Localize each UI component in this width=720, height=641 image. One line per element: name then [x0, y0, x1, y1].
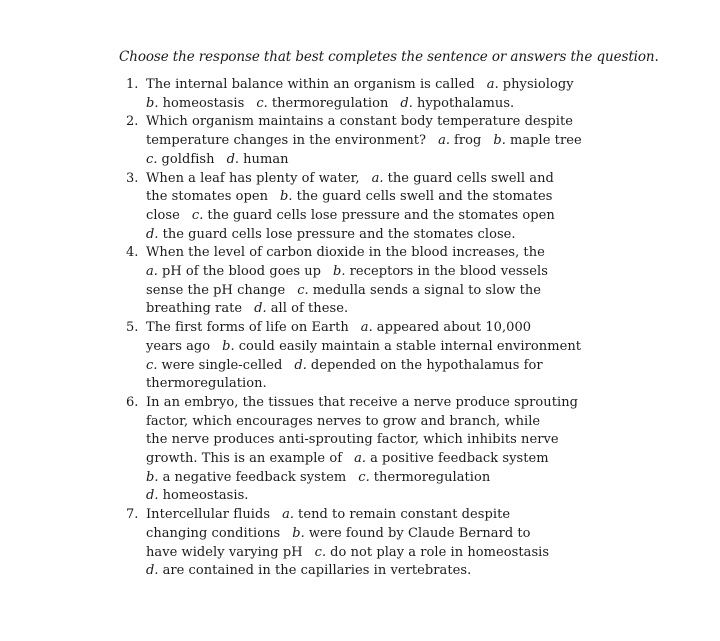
question-line [146, 469, 579, 488]
option-letter: b. [146, 469, 159, 485]
question-number: 7. [126, 507, 139, 523]
question-number: 4. [126, 245, 139, 261]
question-text: Which organism maintains a constant body temperature despite [146, 114, 573, 130]
option-text: hypothalamus. [416, 95, 515, 111]
question-text: have widely varying pH [146, 544, 303, 560]
option-letter: d. [146, 226, 159, 242]
question-number: 5. [126, 320, 139, 336]
option-text: frog [454, 133, 482, 149]
option-letter: d. [146, 563, 159, 579]
option-text: a positive feedback system [370, 451, 549, 467]
question-text: When the level of carbon dioxide in the blood increases, the [146, 245, 545, 261]
option-text: are contained in the capillaries in vertebrates. [162, 563, 472, 579]
question-line [146, 207, 579, 226]
question-text: the stomates open [146, 189, 269, 205]
option-text: a negative feedback system [162, 469, 347, 485]
question-line [146, 506, 579, 525]
option-text: the guard cells lose pressure and the stomates close. [162, 226, 516, 242]
question-text: changing conditions [146, 525, 281, 541]
option-text: goldfish [161, 151, 215, 167]
option-text: homeostasis [162, 95, 245, 111]
option-text: homeostasis. [162, 488, 249, 504]
option-letter: a. [371, 170, 384, 186]
option-letter: b. [333, 264, 346, 280]
question-text: When a leaf has plenty of water, [146, 170, 360, 186]
question-line [146, 226, 579, 245]
option-text: all of these. [270, 301, 349, 317]
question-line [146, 282, 579, 301]
option-letter: c. [146, 357, 158, 373]
question-number: 6. [126, 394, 139, 410]
option-letter: a. [282, 507, 295, 523]
option-text: could easily maintain a stable internal environment [238, 338, 582, 354]
option-letter: b. [493, 133, 506, 149]
question-line [146, 113, 579, 132]
question-line [146, 394, 579, 413]
option-text: the guard cells swell and the stomates [296, 189, 553, 205]
option-letter: b. [222, 338, 235, 354]
option-letter: a. [486, 77, 499, 92]
question-text: close [146, 207, 180, 223]
question-text: factor, which encourages nerves to grow and branch, while [146, 413, 541, 429]
question-line [146, 562, 579, 581]
question-text: the nerve produces anti-sprouting factor, which inhibits nerve [146, 432, 559, 448]
question-number: 1. [126, 77, 139, 92]
option-letter: c. [314, 544, 327, 560]
option-text: tend to remain constant despite [298, 507, 511, 523]
question-7 [119, 506, 579, 581]
option-letter: b. [146, 95, 159, 111]
question-text: breathing rate [146, 301, 243, 317]
option-letter: d. [226, 151, 240, 167]
option-text: pH of the blood goes up [161, 264, 322, 280]
option-letter: d. [254, 301, 267, 317]
option-letter: c. [358, 469, 370, 485]
option-letter: c. [256, 95, 268, 111]
option-text: human [243, 151, 289, 167]
question-line [146, 544, 579, 563]
question-line [146, 76, 579, 95]
question-number: 2. [126, 114, 139, 130]
question-line [146, 450, 579, 469]
option-text: the guard cells swell and [387, 170, 554, 186]
option-text: appeared about 10,000 [376, 320, 532, 336]
question-2 [119, 113, 582, 169]
option-text: do not play a role in homeostasis [330, 544, 550, 560]
option-letter: a. [438, 133, 451, 149]
question-text: In an embryo, the tissues that receive a nerve produce sprouting [146, 394, 578, 410]
instructions-text: Choose the response that best completes the sentence or answers the question. [119, 49, 659, 65]
question-line [146, 525, 579, 544]
question-text: temperature changes in the environment? [146, 133, 427, 149]
option-letter: d. [294, 357, 307, 373]
question-line [146, 188, 579, 207]
question-line [146, 132, 582, 151]
option-text: thermoregulation [271, 95, 389, 111]
question-list [119, 76, 582, 581]
question-line [146, 431, 579, 450]
question-line [146, 151, 579, 170]
question-line [146, 357, 579, 376]
option-letter: c. [146, 151, 158, 167]
option-letter: d. [400, 95, 413, 111]
option-text: maple tree [509, 133, 582, 149]
question-line [146, 413, 579, 432]
option-text: thermoregulation [373, 469, 491, 485]
question-text: Intercellular fluids [146, 507, 271, 523]
question-line [146, 338, 582, 357]
question-line [146, 244, 579, 263]
option-text: receptors in the blood vessels [349, 264, 548, 280]
option-letter: b. [292, 525, 305, 541]
question-line [146, 487, 579, 506]
question-line [146, 95, 579, 114]
question-text: thermoregulation. [146, 376, 267, 392]
question-3 [119, 170, 579, 245]
question-line [146, 300, 579, 319]
question-6 [119, 394, 579, 506]
option-text: physiology [502, 77, 574, 92]
option-letter: a. [146, 264, 158, 280]
question-line [146, 263, 579, 282]
question-line [146, 375, 579, 394]
option-letter: c. [297, 282, 309, 298]
question-text: sense the pH change [146, 282, 286, 298]
question-line [146, 170, 579, 189]
question-text: The first forms of life on Earth [146, 320, 349, 336]
question-text: years ago [146, 338, 211, 354]
question-5 [119, 319, 582, 394]
question-1 [119, 76, 579, 113]
question-number: 3. [126, 170, 139, 186]
option-letter: a. [354, 451, 367, 467]
option-text: depended on the hypothalamus for [310, 357, 543, 373]
option-letter: c. [191, 207, 204, 223]
question-4 [119, 244, 579, 319]
option-text: medulla sends a signal to slow the [312, 282, 542, 298]
option-letter: d. [146, 488, 159, 504]
option-text: the guard cells lose pressure and the stomates open [207, 207, 555, 223]
option-letter: b. [280, 189, 293, 205]
question-line [146, 319, 579, 338]
option-text: were found by Claude Bernard to [308, 525, 531, 541]
option-letter: a. [360, 320, 373, 336]
question-text: growth. This is an example of [146, 451, 343, 467]
question-text: The internal balance within an organism is called [146, 77, 475, 92]
option-text: were single-celled [161, 357, 283, 373]
